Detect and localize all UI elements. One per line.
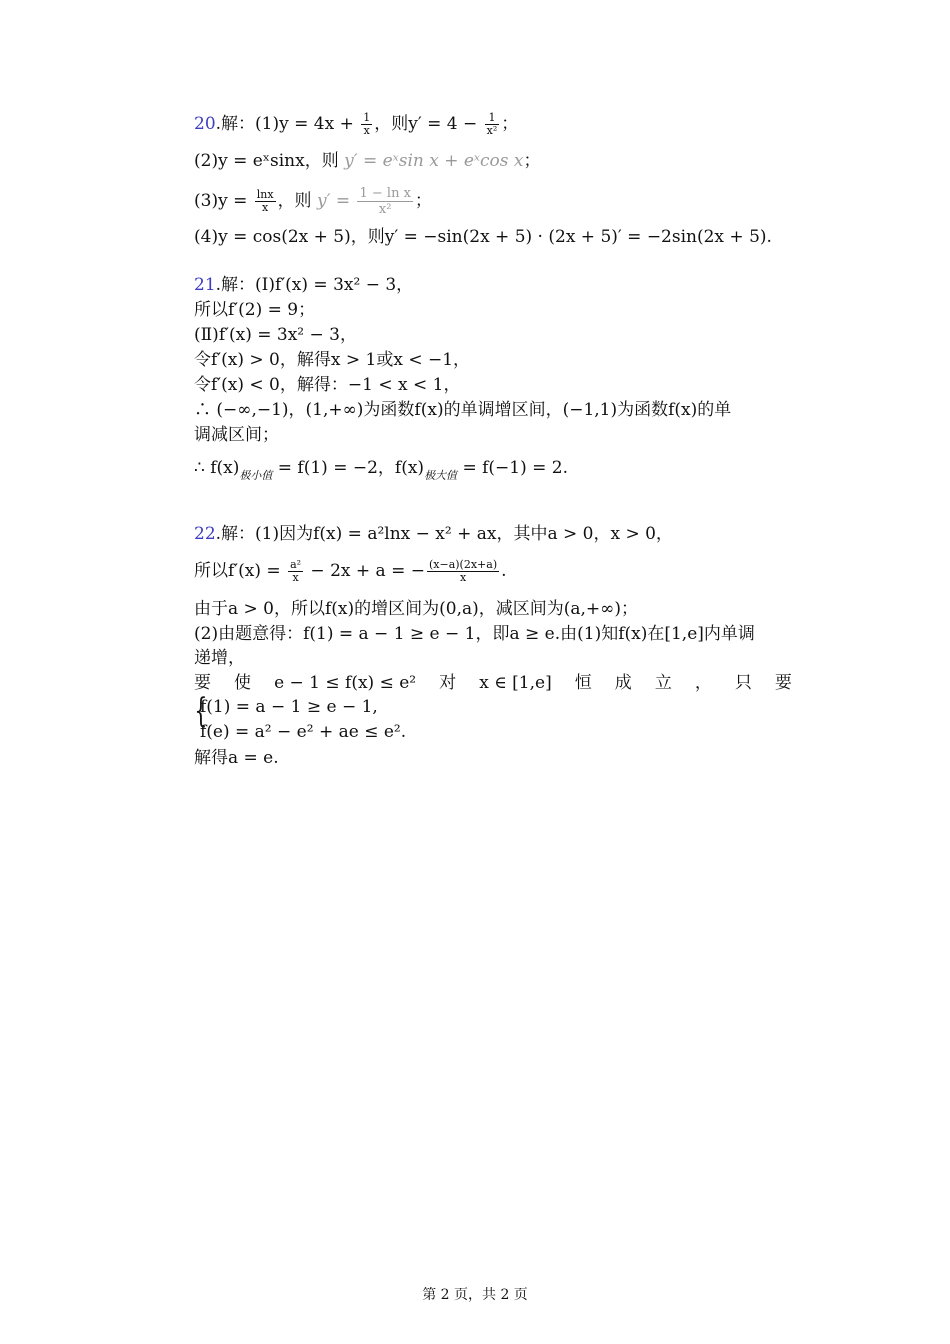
- q22-line-9: 解得a = e.: [194, 748, 279, 768]
- formula-image-fraction: $\frac{\text{1 − ln x}}{\text{x²}}$: [359, 186, 411, 217]
- formula-image: y′ =: [316, 191, 356, 211]
- q22-line-7: f(1) = a − 1 ≥ e − 1,: [200, 697, 378, 717]
- fraction: $\frac{(x-a)(2x+a)}{x}$: [428, 558, 498, 584]
- q20-number: 20: [194, 114, 216, 134]
- q22-number: 22: [194, 524, 216, 544]
- q21-number: 21: [194, 275, 216, 295]
- q22-line-4: (2)由题意得：f(1) = a − 1 ≥ e − 1，即a ≥ e.由(1)知f(x)在[1,e]内单调: [194, 624, 755, 644]
- q22-line-3: 由于a > 0，所以f(x)的增区间为(0,a)，减区间为(a,+∞)；: [194, 599, 638, 619]
- fraction: $\frac{1}{x}$: [363, 111, 371, 137]
- fraction: $\frac{\ln x}{x}$: [256, 188, 274, 214]
- q20-line-1: 20.解：(1)y = 4x + $\frac{1}{x}$ ，则y′ = 4 − $\frac{1}{\text{x²}}$ ；: [194, 111, 519, 137]
- q21-line-3: (Ⅱ)f′(x) = 3x² − 3，: [194, 325, 357, 345]
- q22-line-5: 递增，: [194, 648, 245, 668]
- fraction: $\frac{\text{a²}}{x}$: [290, 558, 302, 584]
- q20-line-2: (2)y = eˣsinx，则 y′ = eˣsin x + eˣcos x；: [194, 151, 541, 171]
- formula-image: y′ = eˣsin x + eˣcos x: [344, 151, 524, 171]
- q22-line-1: 22.解：(1)因为f(x) = a²lnx − x² + ax，其中a > 0，x > 0，: [194, 524, 673, 544]
- q21-line-8: ∴ $f(x)_{极小值} = f(1) = -2$，$f(x)_{极大值} = f(-1) = 2$.: [194, 458, 569, 482]
- q22-line-6: 要 使 e − 1 ≤ f(x) ≤ e² 对 x ∈ [1,e] 恒 成 立 ， 只 要: [194, 673, 792, 693]
- q20-line-3: (3)y = $\frac{\ln x}{x}$ ，则 y′ = $\frac{\text{1 − ln x}}{\text{x²}}$ ；: [194, 186, 432, 217]
- fraction: $\frac{1}{\text{x²}}$: [486, 111, 498, 137]
- q21-line-1: 21.解：(Ⅰ)f′(x) = 3x² − 3，: [194, 275, 414, 295]
- system-brace: {: [194, 691, 208, 731]
- q21-line-5: 令f′(x) < 0，解得：−1 < x < 1，: [194, 375, 461, 395]
- q20-line-4: (4)y = cos(2x + 5)，则y′ = −sin(2x + 5) · (2x + 5)′ = −2sin(2x + 5).: [194, 227, 772, 247]
- q21-line-7: 调减区间；: [194, 425, 279, 445]
- q21-line-2: 所以f′(2) = 9；: [194, 300, 316, 320]
- q22-line-8: f(e) = a² − e² + ae ≤ e².: [200, 722, 407, 742]
- q21-line-6: ∴ (−∞,−1)，(1,+∞)为函数f(x)的单调增区间，(−1,1)为函数f(x)的单: [194, 400, 732, 420]
- q21-line-4: 令f′(x) > 0，解得x > 1或x < −1，: [194, 350, 471, 370]
- page-footer: 第 2 页，共 2 页: [422, 1287, 528, 1303]
- q22-line-2: 所以f′(x) = $\frac{\text{a²}}{x}$ − 2x + a = − $\frac{(x-a)(2x+a)}{x}$ .: [194, 558, 507, 584]
